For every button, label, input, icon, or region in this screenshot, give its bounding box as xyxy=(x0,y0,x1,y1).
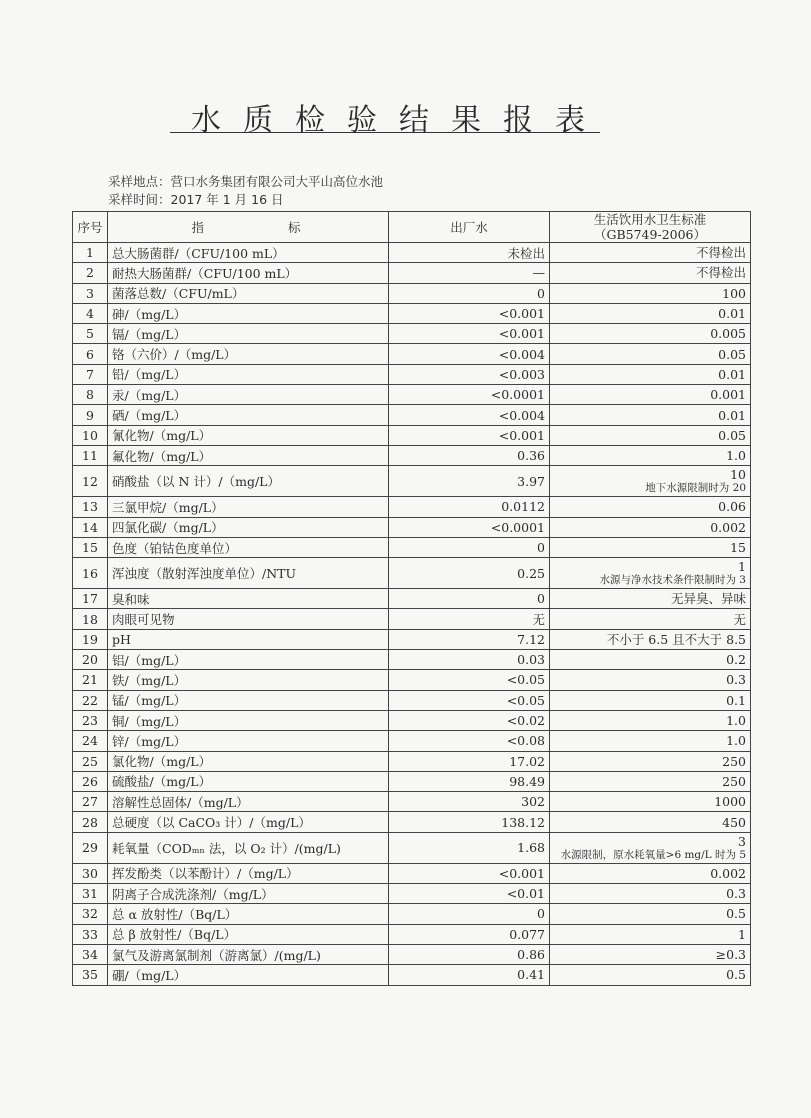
row-standard xyxy=(550,832,751,863)
row-standard xyxy=(550,710,751,730)
header-no: 序号 xyxy=(73,212,108,243)
standard-value: 不得检出 xyxy=(695,265,746,281)
table-row xyxy=(73,364,751,384)
row-result: 138.12 xyxy=(389,812,550,832)
report-title: 水质检验结果报表 xyxy=(191,103,607,138)
row-standard xyxy=(550,466,751,497)
table-row xyxy=(73,924,751,944)
row-result: 0.86 xyxy=(389,944,550,964)
table-row xyxy=(73,731,751,751)
row-indicator: 锌/（mg/L） xyxy=(108,731,389,751)
row-result: 0.077 xyxy=(389,924,550,944)
row-standard xyxy=(550,517,751,537)
row-standard xyxy=(550,904,751,924)
standard-value: 3 xyxy=(738,833,746,849)
row-number: 19 xyxy=(73,629,108,649)
row-standard xyxy=(550,629,751,649)
table-row xyxy=(73,385,751,405)
standard-value: 0.002 xyxy=(710,865,746,881)
standard-value: 0.001 xyxy=(710,387,746,403)
row-result: 0 xyxy=(389,904,550,924)
row-indicator: 总 β 放射性/（Bq/L） xyxy=(108,924,389,944)
row-standard xyxy=(550,771,751,791)
standard-value: 0.2 xyxy=(726,652,746,668)
table-row xyxy=(73,263,751,283)
table-row xyxy=(73,904,751,924)
sampling-location: 采样地点：营口水务集团有限公司大平山高位水池 xyxy=(108,174,384,189)
table-row xyxy=(73,609,751,629)
standard-value: 0.1 xyxy=(726,692,746,708)
row-result: 3.97 xyxy=(389,466,550,497)
row-number: 4 xyxy=(73,303,108,323)
table-row xyxy=(73,863,751,883)
standard-value: 10 xyxy=(730,467,746,483)
row-standard xyxy=(550,589,751,609)
row-result: <0.08 xyxy=(389,731,550,751)
row-standard xyxy=(550,884,751,904)
row-standard xyxy=(550,283,751,303)
table-row xyxy=(73,537,751,557)
row-result: 0.25 xyxy=(389,558,550,589)
row-number: 9 xyxy=(73,405,108,425)
row-result: 0 xyxy=(389,537,550,557)
standard-value: 0.05 xyxy=(718,346,746,362)
row-standard xyxy=(550,812,751,832)
row-standard xyxy=(550,243,751,263)
standard-value: 0.002 xyxy=(710,519,746,535)
table-header-row xyxy=(73,212,751,243)
row-number: 32 xyxy=(73,904,108,924)
standard-value: 0.5 xyxy=(726,967,746,983)
row-result: <0.001 xyxy=(389,324,550,344)
row-number: 24 xyxy=(73,731,108,751)
row-standard xyxy=(550,670,751,690)
row-indicator: 浑浊度（散射浑浊度单位）/NTU xyxy=(108,558,389,589)
row-indicator: 砷/（mg/L） xyxy=(108,303,389,323)
table-row xyxy=(73,497,751,517)
table-row xyxy=(73,812,751,832)
standard-value: 0.3 xyxy=(726,672,746,688)
row-indicator: 色度（铂钴色度单位） xyxy=(108,537,389,557)
table-row xyxy=(73,344,751,364)
row-result: 0.36 xyxy=(389,445,550,465)
row-indicator: pH xyxy=(108,629,389,649)
row-standard xyxy=(550,863,751,883)
standard-value: ≥0.3 xyxy=(715,947,746,963)
row-number: 26 xyxy=(73,771,108,791)
row-standard xyxy=(550,650,751,670)
table-row xyxy=(73,690,751,710)
header-standard xyxy=(550,212,751,243)
row-standard xyxy=(550,924,751,944)
row-result: <0.0001 xyxy=(389,385,550,405)
row-result: 7.12 xyxy=(389,629,550,649)
row-indicator: 挥发酚类（以苯酚计）/（mg/L） xyxy=(108,863,389,883)
table-row xyxy=(73,283,751,303)
table-row xyxy=(73,710,751,730)
standard-value: 1.0 xyxy=(726,713,746,729)
row-number: 22 xyxy=(73,690,108,710)
standard-value: 0.01 xyxy=(718,366,746,382)
table-row xyxy=(73,589,751,609)
row-indicator: 三氯甲烷/（mg/L） xyxy=(108,497,389,517)
header-result: 出厂水 xyxy=(389,212,550,243)
row-result: <0.01 xyxy=(389,884,550,904)
row-result: <0.001 xyxy=(389,425,550,445)
row-number: 5 xyxy=(73,324,108,344)
row-result: <0.05 xyxy=(389,690,550,710)
row-result: <0.004 xyxy=(389,405,550,425)
row-number: 14 xyxy=(73,517,108,537)
row-result: 1.68 xyxy=(389,832,550,863)
row-number: 23 xyxy=(73,710,108,730)
row-indicator: 铬（六价）/（mg/L） xyxy=(108,344,389,364)
row-result: 98.49 xyxy=(389,771,550,791)
row-indicator: 氟化物/（mg/L） xyxy=(108,445,389,465)
row-standard xyxy=(550,792,751,812)
row-number: 16 xyxy=(73,558,108,589)
row-number: 2 xyxy=(73,263,108,283)
standard-value: 0.3 xyxy=(726,886,746,902)
row-standard xyxy=(550,537,751,557)
row-number: 31 xyxy=(73,884,108,904)
row-result: 0.41 xyxy=(389,965,550,985)
standard-value: 不小于 6.5 且不大于 8.5 xyxy=(606,631,746,647)
standard-value: 1000 xyxy=(714,794,746,810)
standard-value: 不得检出 xyxy=(695,245,746,261)
row-standard xyxy=(550,731,751,751)
row-indicator: 汞/（mg/L） xyxy=(108,385,389,405)
row-result: 0 xyxy=(389,589,550,609)
row-number: 21 xyxy=(73,670,108,690)
table-row xyxy=(73,884,751,904)
standard-value: 250 xyxy=(722,773,746,789)
row-standard xyxy=(550,344,751,364)
row-indicator: 硝酸盐（以 N 计）/（mg/L） xyxy=(108,466,389,497)
row-result: <0.004 xyxy=(389,344,550,364)
row-number: 12 xyxy=(73,466,108,497)
row-result: — xyxy=(389,263,550,283)
row-indicator: 臭和味 xyxy=(108,589,389,609)
table-row xyxy=(73,650,751,670)
table-row xyxy=(73,324,751,344)
table-row xyxy=(73,303,751,323)
results-table xyxy=(72,211,751,986)
title-underline xyxy=(170,132,600,133)
standard-value: 1 xyxy=(738,926,746,942)
table-row xyxy=(73,670,751,690)
row-standard xyxy=(550,558,751,589)
row-standard xyxy=(550,690,751,710)
standard-value: 无异臭、异味 xyxy=(670,591,746,607)
row-number: 17 xyxy=(73,589,108,609)
row-indicator: 硒/（mg/L） xyxy=(108,405,389,425)
row-result: 0.0112 xyxy=(389,497,550,517)
table-row xyxy=(73,965,751,985)
table-row xyxy=(73,771,751,791)
row-indicator: 氰化物/（mg/L） xyxy=(108,425,389,445)
table-row xyxy=(73,944,751,964)
row-number: 10 xyxy=(73,425,108,445)
table-row xyxy=(73,425,751,445)
row-result: <0.001 xyxy=(389,863,550,883)
row-indicator: 铁/（mg/L） xyxy=(108,670,389,690)
row-indicator: 菌落总数/（CFU/mL） xyxy=(108,283,389,303)
row-indicator: 总 α 放射性/（Bq/L） xyxy=(108,904,389,924)
standard-value: 0.01 xyxy=(718,306,746,322)
row-indicator: 耐热大肠菌群/（CFU/100 mL） xyxy=(108,263,389,283)
row-indicator: 镉/（mg/L） xyxy=(108,324,389,344)
row-standard xyxy=(550,751,751,771)
standard-value: 无 xyxy=(733,611,746,627)
row-standard xyxy=(550,965,751,985)
row-indicator: 硫酸盐/（mg/L） xyxy=(108,771,389,791)
row-standard xyxy=(550,497,751,517)
standard-value: 100 xyxy=(722,285,746,301)
table-row xyxy=(73,445,751,465)
standard-note: 水源限制，原水耗氧量>6 mg/L 时为 5 xyxy=(560,848,746,861)
row-number: 27 xyxy=(73,792,108,812)
row-number: 6 xyxy=(73,344,108,364)
row-standard xyxy=(550,364,751,384)
row-result: 17.02 xyxy=(389,751,550,771)
header-standard-code: （GB5749-2006） xyxy=(593,227,707,242)
header-indicator: 指 标 xyxy=(108,212,389,243)
row-indicator: 氯气及游离氯制剂（游离氯）/(mg/L) xyxy=(108,944,389,964)
standard-value: 0.05 xyxy=(718,427,746,443)
row-indicator: 总大肠菌群/（CFU/100 mL） xyxy=(108,243,389,263)
standard-value: 1 xyxy=(738,559,746,575)
row-number: 34 xyxy=(73,944,108,964)
row-number: 33 xyxy=(73,924,108,944)
row-indicator: 总硬度（以 CaCO₃ 计）/（mg/L） xyxy=(108,812,389,832)
row-number: 30 xyxy=(73,863,108,883)
table-row xyxy=(73,629,751,649)
row-number: 29 xyxy=(73,832,108,863)
row-standard xyxy=(550,385,751,405)
table-row xyxy=(73,243,751,263)
standard-value: 1.0 xyxy=(726,448,746,464)
row-number: 18 xyxy=(73,609,108,629)
row-result: <0.001 xyxy=(389,303,550,323)
row-result: 未检出 xyxy=(389,243,550,263)
row-standard xyxy=(550,303,751,323)
row-indicator: 耗氧量（CODₘₙ 法，以 O₂ 计）/(mg/L) xyxy=(108,832,389,863)
row-standard xyxy=(550,445,751,465)
row-standard xyxy=(550,944,751,964)
standard-value: 0.005 xyxy=(710,326,746,342)
row-number: 35 xyxy=(73,965,108,985)
standard-value: 15 xyxy=(730,540,746,555)
row-number: 15 xyxy=(73,537,108,557)
standard-value: 250 xyxy=(722,753,746,769)
row-indicator: 铜/（mg/L） xyxy=(108,710,389,730)
row-standard xyxy=(550,263,751,283)
row-number: 28 xyxy=(73,812,108,832)
row-number: 25 xyxy=(73,751,108,771)
standard-note: 地下水源限制时为 20 xyxy=(645,482,746,495)
row-indicator: 硼/（mg/L） xyxy=(108,965,389,985)
row-number: 3 xyxy=(73,283,108,303)
row-indicator: 铝/（mg/L） xyxy=(108,650,389,670)
row-number: 8 xyxy=(73,385,108,405)
row-indicator: 铅/（mg/L） xyxy=(108,364,389,384)
table-row xyxy=(73,466,751,497)
row-standard xyxy=(550,324,751,344)
row-standard xyxy=(550,405,751,425)
row-result: <0.05 xyxy=(389,670,550,690)
standard-value: 0.5 xyxy=(726,906,746,922)
standard-value: 0.06 xyxy=(718,499,746,515)
row-number: 1 xyxy=(73,243,108,263)
standard-value: 0.01 xyxy=(718,407,746,423)
standard-note: 水源与净水技术条件限制时为 3 xyxy=(599,574,746,587)
row-number: 7 xyxy=(73,364,108,384)
row-result: 0.03 xyxy=(389,650,550,670)
row-standard xyxy=(550,425,751,445)
table-row xyxy=(73,405,751,425)
table-row xyxy=(73,517,751,537)
row-result: 无 xyxy=(389,609,550,629)
table-row xyxy=(73,832,751,863)
sampling-date: 采样时间：2017 年 1 月 16 日 xyxy=(108,192,284,207)
row-result: 302 xyxy=(389,792,550,812)
table-row xyxy=(73,558,751,589)
row-indicator: 溶解性总固体/（mg/L） xyxy=(108,792,389,812)
row-standard xyxy=(550,609,751,629)
standard-value: 1.0 xyxy=(726,733,746,749)
row-indicator: 氯化物/（mg/L） xyxy=(108,751,389,771)
table-row xyxy=(73,751,751,771)
row-result: <0.003 xyxy=(389,364,550,384)
table-row xyxy=(73,792,751,812)
row-indicator: 肉眼可见物 xyxy=(108,609,389,629)
row-number: 11 xyxy=(73,445,108,465)
row-indicator: 锰/（mg/L） xyxy=(108,690,389,710)
row-result: <0.02 xyxy=(389,710,550,730)
row-result: 0 xyxy=(389,283,550,303)
standard-value: 450 xyxy=(722,814,746,830)
row-result: <0.0001 xyxy=(389,517,550,537)
header-standard-name: 生活饮用水卫生标准 xyxy=(593,212,707,227)
row-number: 20 xyxy=(73,650,108,670)
row-number: 13 xyxy=(73,497,108,517)
row-indicator: 四氯化碳/（mg/L） xyxy=(108,517,389,537)
row-indicator: 阴离子合成洗涤剂/（mg/L） xyxy=(108,884,389,904)
